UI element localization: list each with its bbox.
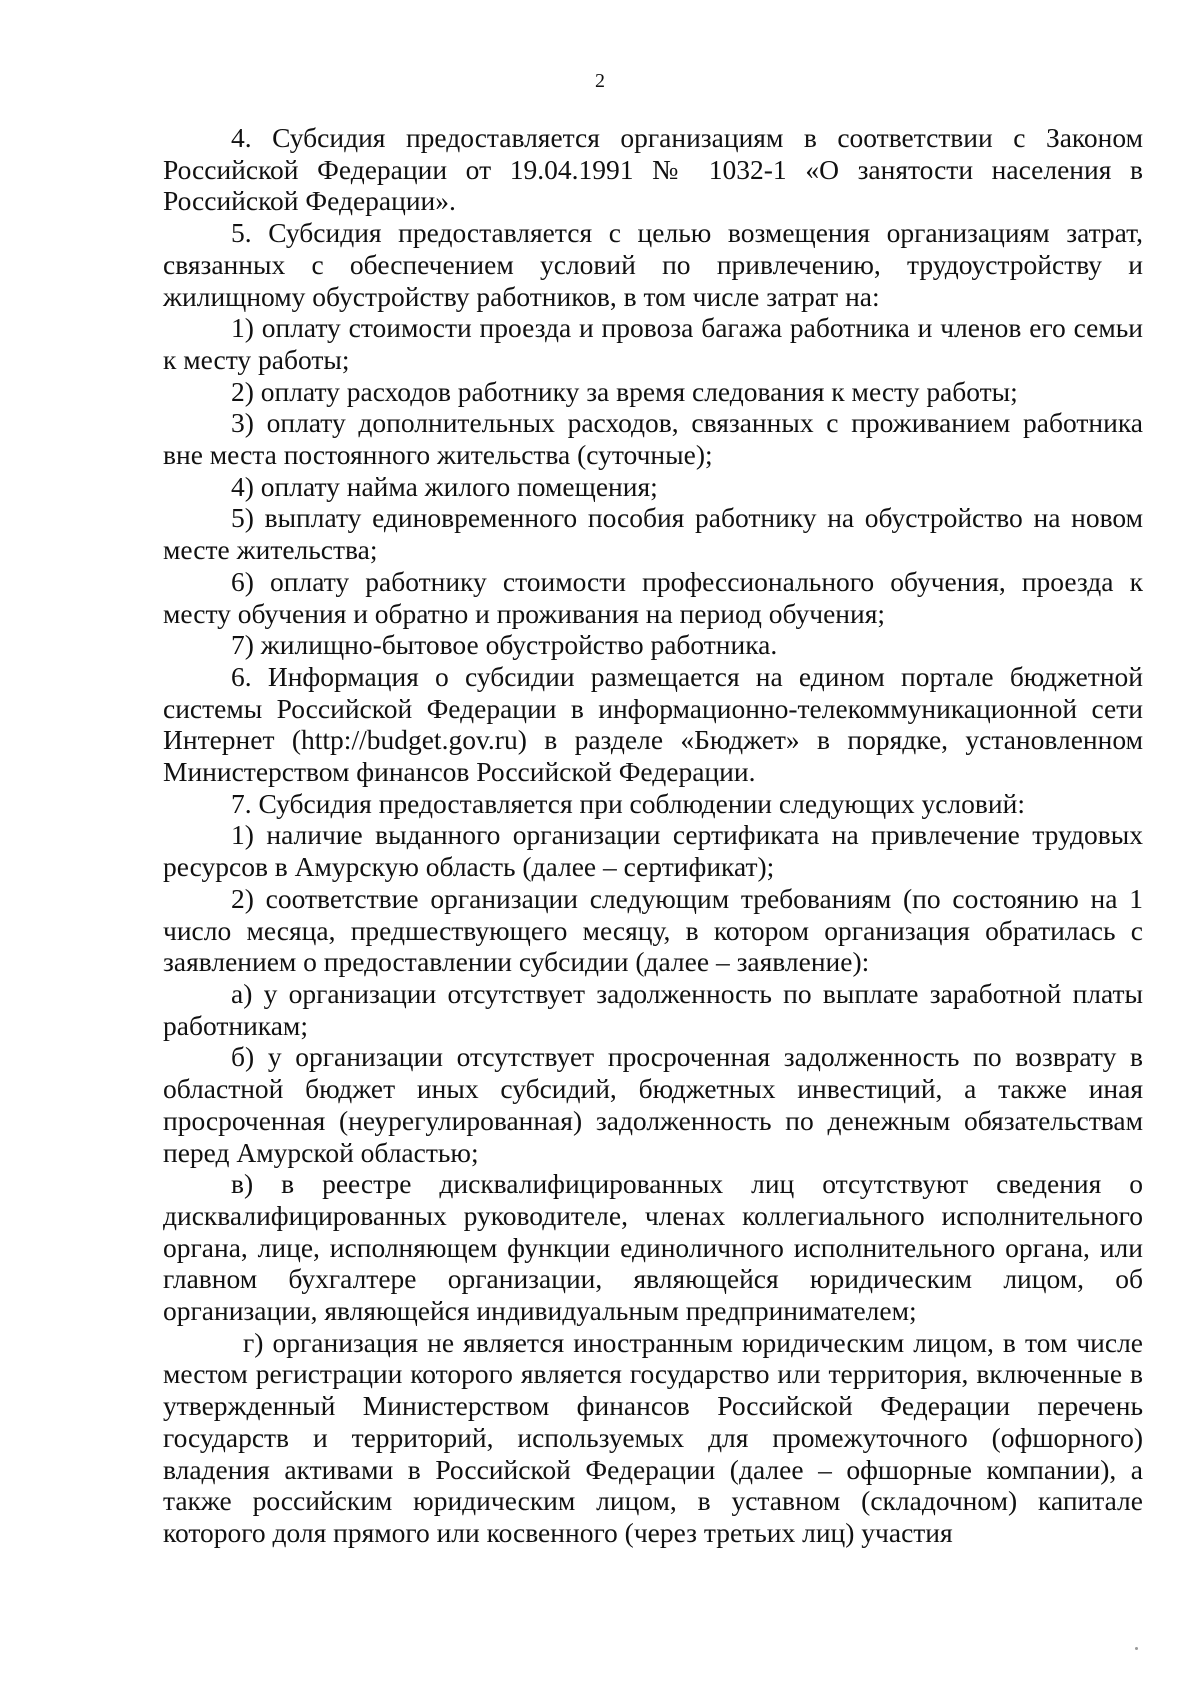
scan-speck [1135,1647,1138,1650]
list-item-7-2: 2) соответствие организации следующим требованиям (по состоянию на 1 число месяца, предшествующего месяцу, в котором организация обратилась с заявлением о предоставлении субсидии (далее – заявление): [163,882,1143,978]
sub-item-a: а) у организации отсутствует задолженность по выплате заработной платы работникам; [163,977,1143,1041]
paragraph-4: 4. Субсидия предоставляется организациям в соответствии с Законом Российской Федерации от 19.04.1991 № 1032-1 «О занятости населения в Российской Федерации». [163,122,1143,217]
list-item-7-1: 1) наличие выданного организации сертификата на привлечение трудовых ресурсов в Амурскую область (далее – сертификат); [163,819,1143,883]
sub-item-g: г) организация не является иностранным юридическим лицом, в том числе местом регистрации которого является государство или территория, включенные в утвержденный Министерством финансов Российской Федерации перечень государств и территорий, используемых для промежуточного (офшорного) владения активами в Российской Федерации (далее – офшорные компании), а также российским юридическим лицом, в уставном (складочном) капитале которого доля прямого или косвенного (через третьих лиц) участия [163,1326,1143,1548]
document-body [163,122,1143,1549]
paragraph-6: 6. Информация о субсидии размещается на едином портале бюджетной системы Российской Федерации в информационно-телекоммуникационной сети Интернет (http://budget.gov.ru) в разделе «Бюджет» в порядке, установленном Министерством финансов Российской Федерации. [163,660,1143,788]
paragraph-7: 7. Субсидия предоставляется при соблюдении следующих условий: [231,787,1025,819]
list-item-5-6: 6) оплату работнику стоимости профессионального обучения, проезда к месту обучения и обратно и проживания на период обучения; [163,565,1143,629]
sub-item-v: в) в реестре дисквалифицированных лиц отсутствуют сведения о дисквалифицированных руководителе, членах коллегиального исполнительного органа, лице, исполняющем функции единоличного исполнительного органа, или главном бухгалтере организации, являющейся юридическим лицом, об организации, являющейся индивидуальным предпринимателем; [163,1168,1143,1327]
list-item-5-3: 3) оплату дополнительных расходов, связанных с проживанием работника вне места постоянного жительства (суточные); [163,407,1143,471]
paragraph-5: 5. Субсидия предоставляется с целью возмещения организациям затрат, связанных с обеспечением условий по привлечению, трудоустройству и жилищному обустройству работников, в том числе затрат на: [163,217,1143,312]
list-item-5-4: 4) оплату найма жилого помещения; [231,470,658,502]
sub-item-b: б) у организации отсутствует просроченная задолженность по возврату в областной бюджет иных субсидий, бюджетных инвестиций, а также иная просроченная (неурегулированная) задолженность по денежным обязательствам перед Амурской областью; [163,1041,1143,1168]
page-number: 2 [595,70,605,92]
list-item-5-7: 7) жилищно-бытовое обустройство работника. [231,629,778,661]
list-item-5-2: 2) оплату расходов работнику за время следования к месту работы; [231,375,1018,407]
list-item-5-1: 1) оплату стоимости проезда и провоза багажа работника и членов его семьи к месту работы; [163,312,1143,375]
list-item-5-5: 5) выплату единовременного пособия работнику на обустройство на новом месте жительства; [163,502,1143,566]
